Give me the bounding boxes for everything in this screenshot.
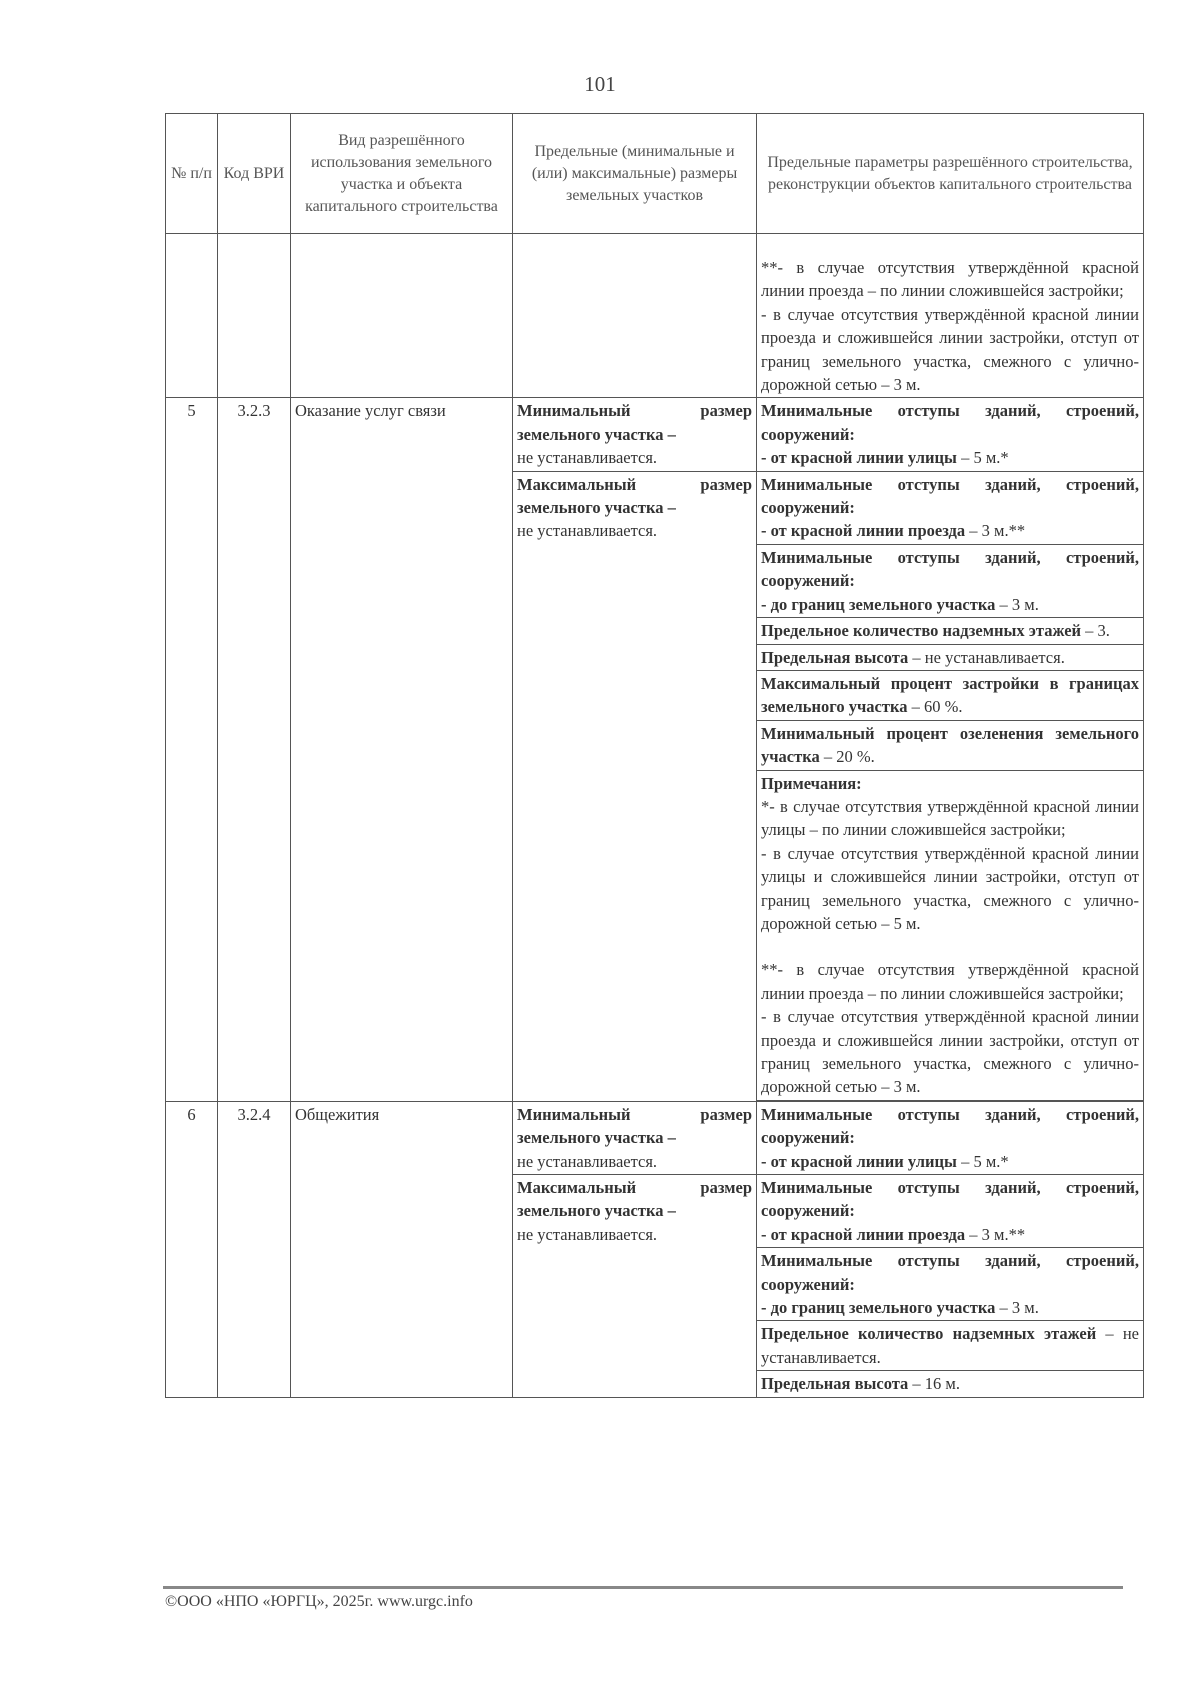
param-value: – 16 м. <box>908 1374 960 1394</box>
note-3: **- в случае отсутствия утверждённой красной линии проезда – по линии сложившейся застройки; <box>761 960 1139 1003</box>
note-4: - в случае отсутствия утверждённой красной линии проезда и сложившейся линии застройки, отступ от границ земельного участка, смежного с улично-дорожной сетью – 3 м. <box>761 1007 1139 1097</box>
param-setback-boundary <box>757 544 1144 617</box>
max-plot-size <box>513 471 757 1101</box>
param-label: Минимальные отступы зданий, строений, сооружений: <box>761 1178 1139 1221</box>
header-code: Код ВРИ <box>218 114 291 234</box>
param-label: - от красной линии проезда <box>761 1224 966 1244</box>
param-label: Минимальный процент озеленения земельного участка <box>761 723 1139 767</box>
param-label: - до границ земельного участка <box>761 1298 996 1318</box>
row-number: 6 <box>166 1101 218 1397</box>
param-label: Предельное количество надземных этажей <box>761 621 1082 641</box>
param-height <box>757 1371 1144 1397</box>
max-plot-size <box>513 1175 757 1398</box>
row-use-type: Общежития <box>291 1101 513 1397</box>
param-label: Предельная высота <box>761 647 909 667</box>
param-value: – 3 м.** <box>965 1224 1026 1244</box>
param-value: – 60 %. <box>907 697 963 717</box>
param-label: - от красной линии улицы <box>761 1151 957 1171</box>
min-plot-size <box>513 1101 757 1174</box>
row-code: 3.2.3 <box>218 398 291 1101</box>
max-plot-size-value: не устанавливается. <box>517 521 658 541</box>
param-setback-boundary <box>757 1248 1144 1321</box>
param-setback-driveway <box>757 471 1144 544</box>
param-label: Предельная высота <box>761 1374 909 1394</box>
max-plot-size-label: Максимальный размер земельного участка – <box>517 1178 752 1221</box>
header-number: № п/п <box>166 114 218 234</box>
continuation-notes <box>757 234 1144 398</box>
param-value: – 5 м.* <box>956 448 1009 468</box>
param-value: – 3 м.** <box>965 521 1026 541</box>
continuation-note-2: - в случае отсутствия утверждённой красной линии проезда и сложившейся линии застройки, отступ от границ земельного участка, смежного с улично-дорожной сетью – 3 м. <box>761 304 1139 395</box>
table-header-row <box>166 114 1144 234</box>
note-1: *- в случае отсутствия утверждённой красной линии улицы – по линии сложившейся застройки; <box>761 796 1139 840</box>
continuation-note-1: **- в случае отсутствия утверждённой красной линии проезда – по линии сложившейся застройки; <box>761 258 1139 301</box>
row-code: 3.2.4 <box>218 1101 291 1397</box>
table-row-continuation <box>166 234 1144 398</box>
param-max-coverage <box>757 670 1144 720</box>
param-value: – 3. <box>1081 621 1110 641</box>
param-label: Предельное количество надземных этажей <box>761 1324 1097 1344</box>
row-use-type: Оказание услуг связи <box>291 398 513 1101</box>
param-height <box>757 644 1144 670</box>
param-label: Минимальные отступы зданий, строений, сооружений: <box>761 1251 1139 1294</box>
notes <box>757 770 1144 1100</box>
max-plot-size-label: Максимальный размер земельного участка – <box>517 474 752 518</box>
footer-copyright: ©ООО «НПО «ЮРГЦ», 2025г. www.urgc.info <box>165 1593 473 1610</box>
min-plot-size-label: Минимальный размер земельного участка – <box>517 401 752 444</box>
param-value: – 3 м. <box>995 594 1039 614</box>
param-min-greenery <box>757 720 1144 770</box>
param-label: Минимальные отступы зданий, строений, сооружений: <box>761 547 1139 591</box>
param-label: Минимальные отступы зданий, строений, сооружений: <box>761 401 1139 444</box>
param-label: - от красной линии проезда <box>761 521 966 541</box>
min-plot-size <box>513 398 757 471</box>
header-parameters: Предельные параметры разрешённого строительства, реконструкции объектов капитального строительства <box>757 114 1144 234</box>
param-value: – не устанавливается. <box>761 1324 1139 1367</box>
param-value: – 5 м.* <box>956 1151 1009 1171</box>
param-label: Минимальные отступы зданий, строений, сооружений: <box>761 474 1139 518</box>
header-plot-size: Предельные (минимальные и (или) максимальные) размеры земельных участков <box>513 114 757 234</box>
param-value: – 3 м. <box>995 1298 1039 1318</box>
table-row-6 <box>166 1101 1144 1174</box>
min-plot-size-label: Минимальный размер земельного участка – <box>517 1104 752 1148</box>
page-number: 101 <box>584 72 616 96</box>
max-plot-size-value: не устанавливается. <box>517 1224 658 1244</box>
min-plot-size-value: не устанавливается. <box>517 1151 658 1171</box>
regulations-table <box>165 113 1144 1398</box>
param-floors <box>757 618 1144 644</box>
notes-title: Примечания: <box>761 773 862 793</box>
param-value: – 20 %. <box>819 747 875 767</box>
header-use-type: Вид разрешённого использования земельного участка и объекта капитального строительства <box>291 114 513 234</box>
min-plot-size-value: не устанавливается. <box>517 448 658 468</box>
param-label: Минимальные отступы зданий, строений, сооружений: <box>761 1104 1139 1148</box>
note-2: - в случае отсутствия утверждённой красной линии улицы и сложившейся линии застройки, отступ от границ земельного участка, смежного с улично-дорожной сетью – 5 м. <box>761 843 1139 933</box>
param-setback-driveway <box>757 1175 1144 1248</box>
param-label: - до границ земельного участка <box>761 594 996 614</box>
param-setback-street <box>757 1101 1144 1174</box>
param-value: – не устанавливается. <box>908 647 1065 667</box>
param-label: Максимальный процент застройки в границах земельного участка <box>761 673 1139 717</box>
param-floors <box>757 1321 1144 1371</box>
footer-divider <box>163 1586 1123 1589</box>
param-setback-street <box>757 398 1144 471</box>
row-number: 5 <box>166 398 218 1101</box>
table-row-5 <box>166 398 1144 471</box>
param-label: - от красной линии улицы <box>761 448 957 468</box>
